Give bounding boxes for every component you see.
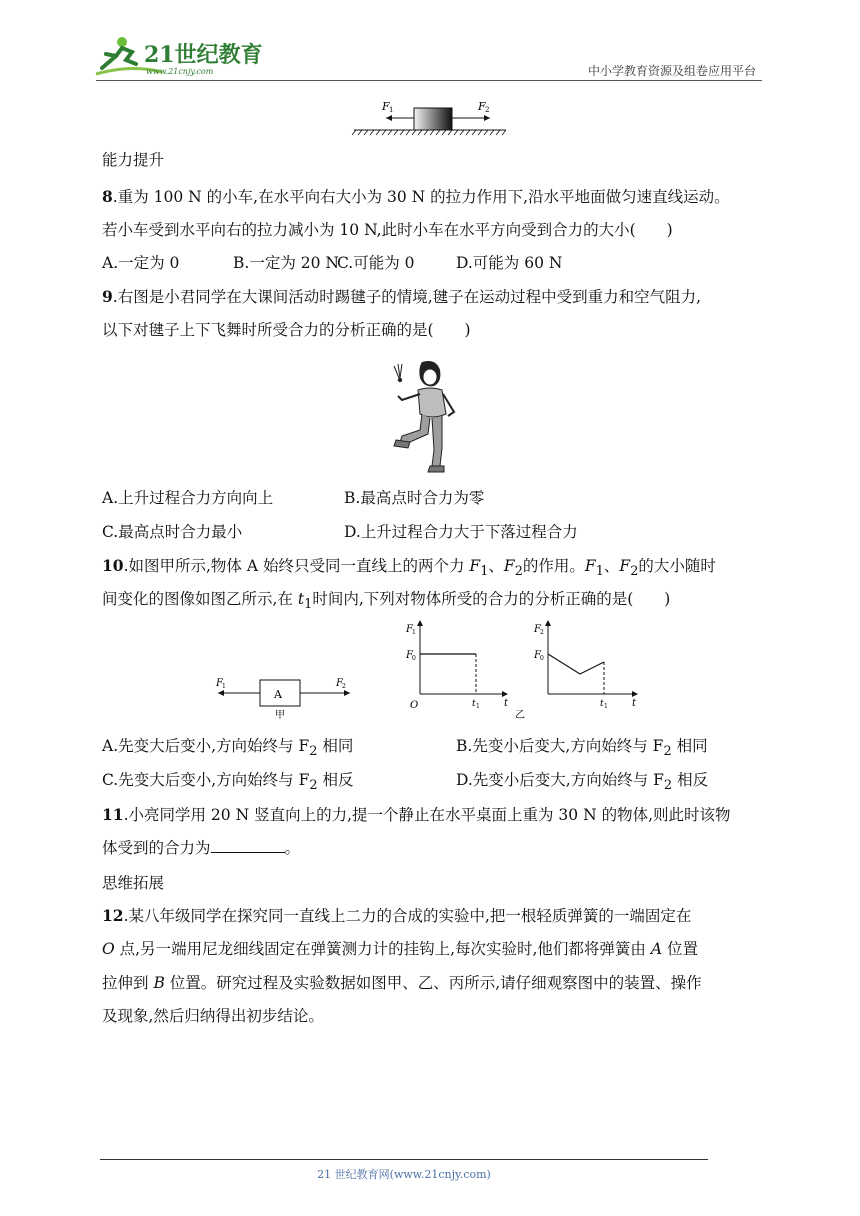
q12-line1: 12.某八年级同学在探究同一直线上二力的合成的实验中,把一根轻质弹簧的一端固定在 [102, 906, 692, 925]
jia-label: 甲 [275, 710, 285, 720]
svg-text:t: t [600, 699, 604, 709]
svg-text:1: 1 [222, 683, 226, 690]
logo-url: www.21cnjy.com [146, 67, 214, 76]
q10-option-d: D.先变小后变大,方向始终与 $F_2$ 相反 [456, 771, 709, 794]
svg-text:1: 1 [604, 703, 608, 710]
svg-text:t: t [632, 698, 637, 709]
svg-text:F: F [336, 678, 343, 689]
q11-number: 11 [102, 805, 124, 824]
svg-text:1: 1 [476, 703, 480, 710]
q8-option-c: C.可能为 0 [337, 254, 415, 272]
footer-divider [100, 1159, 708, 1160]
f1-label: F [382, 100, 390, 113]
q8-option-a: A.一定为 0 [102, 254, 180, 272]
figure-block-forces [350, 98, 510, 138]
q8-option-b: B.一定为 20 N [233, 254, 339, 272]
logo [92, 34, 272, 78]
svg-text:O: O [410, 700, 419, 711]
q9-option-a: A.上升过程合力方向向上 [102, 489, 274, 507]
q9-option-c: C.最高点时合力最小 [102, 523, 243, 541]
figure-jia [212, 672, 358, 720]
logo-text: 21世纪教育 [144, 42, 263, 68]
q9-line1: 9.右图是小君同学在大课间活动时踢毽子的情境,毽子在运动过程中受到重力和空气阻力, [102, 287, 702, 306]
shuttlecock-icon [394, 364, 402, 382]
q10-number: 10 [102, 556, 124, 575]
girl-kicking-shuttlecock-image [388, 360, 462, 478]
svg-text:2: 2 [342, 683, 346, 690]
svg-text:F: F [406, 650, 413, 661]
section-ability: 能力提升 [102, 151, 165, 169]
q12-number: 12 [102, 906, 124, 925]
svg-text:1: 1 [412, 629, 416, 636]
svg-text:0: 0 [540, 655, 544, 662]
svg-text:F: F [534, 624, 541, 635]
q8-line2: 若小车受到水平向右的拉力减小为 10 N,此时小车在水平方向受到合力的大小( ) [102, 221, 673, 239]
q11-line1: 11.小亮同学用 20 N 竖直向上的力,提一个静止在水平桌面上重为 30 N 的物体,则此时该物 [102, 805, 731, 824]
q10-option-a: A.先变大后变小,方向始终与 $F_2$ 相同 [102, 737, 354, 760]
q9-number: 9 [102, 287, 113, 306]
f2-sub: 2 [485, 106, 490, 114]
header-divider [96, 80, 762, 81]
q8-number: 8 [102, 187, 113, 206]
svg-text:2: 2 [540, 629, 544, 636]
q10-option-c: C.先变大后变小,方向始终与 $F_2$ 相反 [102, 771, 354, 794]
q11-line2: 体受到的合力为 。 [102, 839, 301, 857]
q10-line1: 10.如图甲所示,物体 A 始终只受同一直线上的两个力 $F_1$、$F_2$的作用。$F_1$、$F_2$的大小随时 [102, 556, 716, 580]
q10-option-b: B.先变小后变大,方向始终与 $F_2$ 相同 [456, 737, 708, 760]
footer-text: 21 世纪教育网(www.21cnjy.com) [317, 1168, 491, 1181]
site-name: 中小学教育资源及组卷应用平台 [587, 64, 756, 78]
f1-sub: 1 [389, 106, 394, 114]
q12-line4: 及现象,然后归纳得出初步结论。 [102, 1007, 324, 1025]
q12-line2: O 点,另一端用尼龙细线固定在弹簧测力计的挂钩上,每次实验时,他们都将弹簧由 A 位置 [102, 940, 698, 958]
q9-option-b: B.最高点时合力为零 [344, 489, 485, 507]
svg-text:F: F [406, 624, 413, 635]
q12-line3: 拉伸到 B 位置。研究过程及实验数据如图甲、乙、丙所示,请仔细观察图中的装置、操作 [102, 974, 702, 992]
svg-text:0: 0 [412, 655, 416, 662]
q9-option-d: D.上升过程合力大于下落过程合力 [344, 523, 578, 541]
block-a-label: A [274, 688, 282, 701]
svg-text:t: t [504, 698, 509, 709]
q9-line2: 以下对毽子上下飞舞时所受合力的分析正确的是( ) [102, 321, 471, 339]
svg-text:F: F [216, 678, 223, 689]
q10-line2: 间变化的图像如图乙所示,在 $t_1$时间内,下列对物体所受的合力的分析正确的是( ) [102, 590, 671, 613]
yi-label: 乙 [515, 710, 525, 721]
section-thinking: 思维拓展 [102, 874, 165, 892]
q8-option-d: D.可能为 60 N [456, 254, 563, 272]
svg-text:t: t [472, 699, 476, 709]
q8-line1: 8.重为 100 N 的小车,在水平向右大小为 30 N 的拉力作用下,沿水平地面做匀速直线运动。 [102, 187, 730, 206]
svg-text:F: F [534, 650, 541, 661]
figure-yi-graphs [402, 618, 652, 722]
q11-answer-blank [211, 838, 285, 853]
f2-label: F [478, 100, 486, 113]
